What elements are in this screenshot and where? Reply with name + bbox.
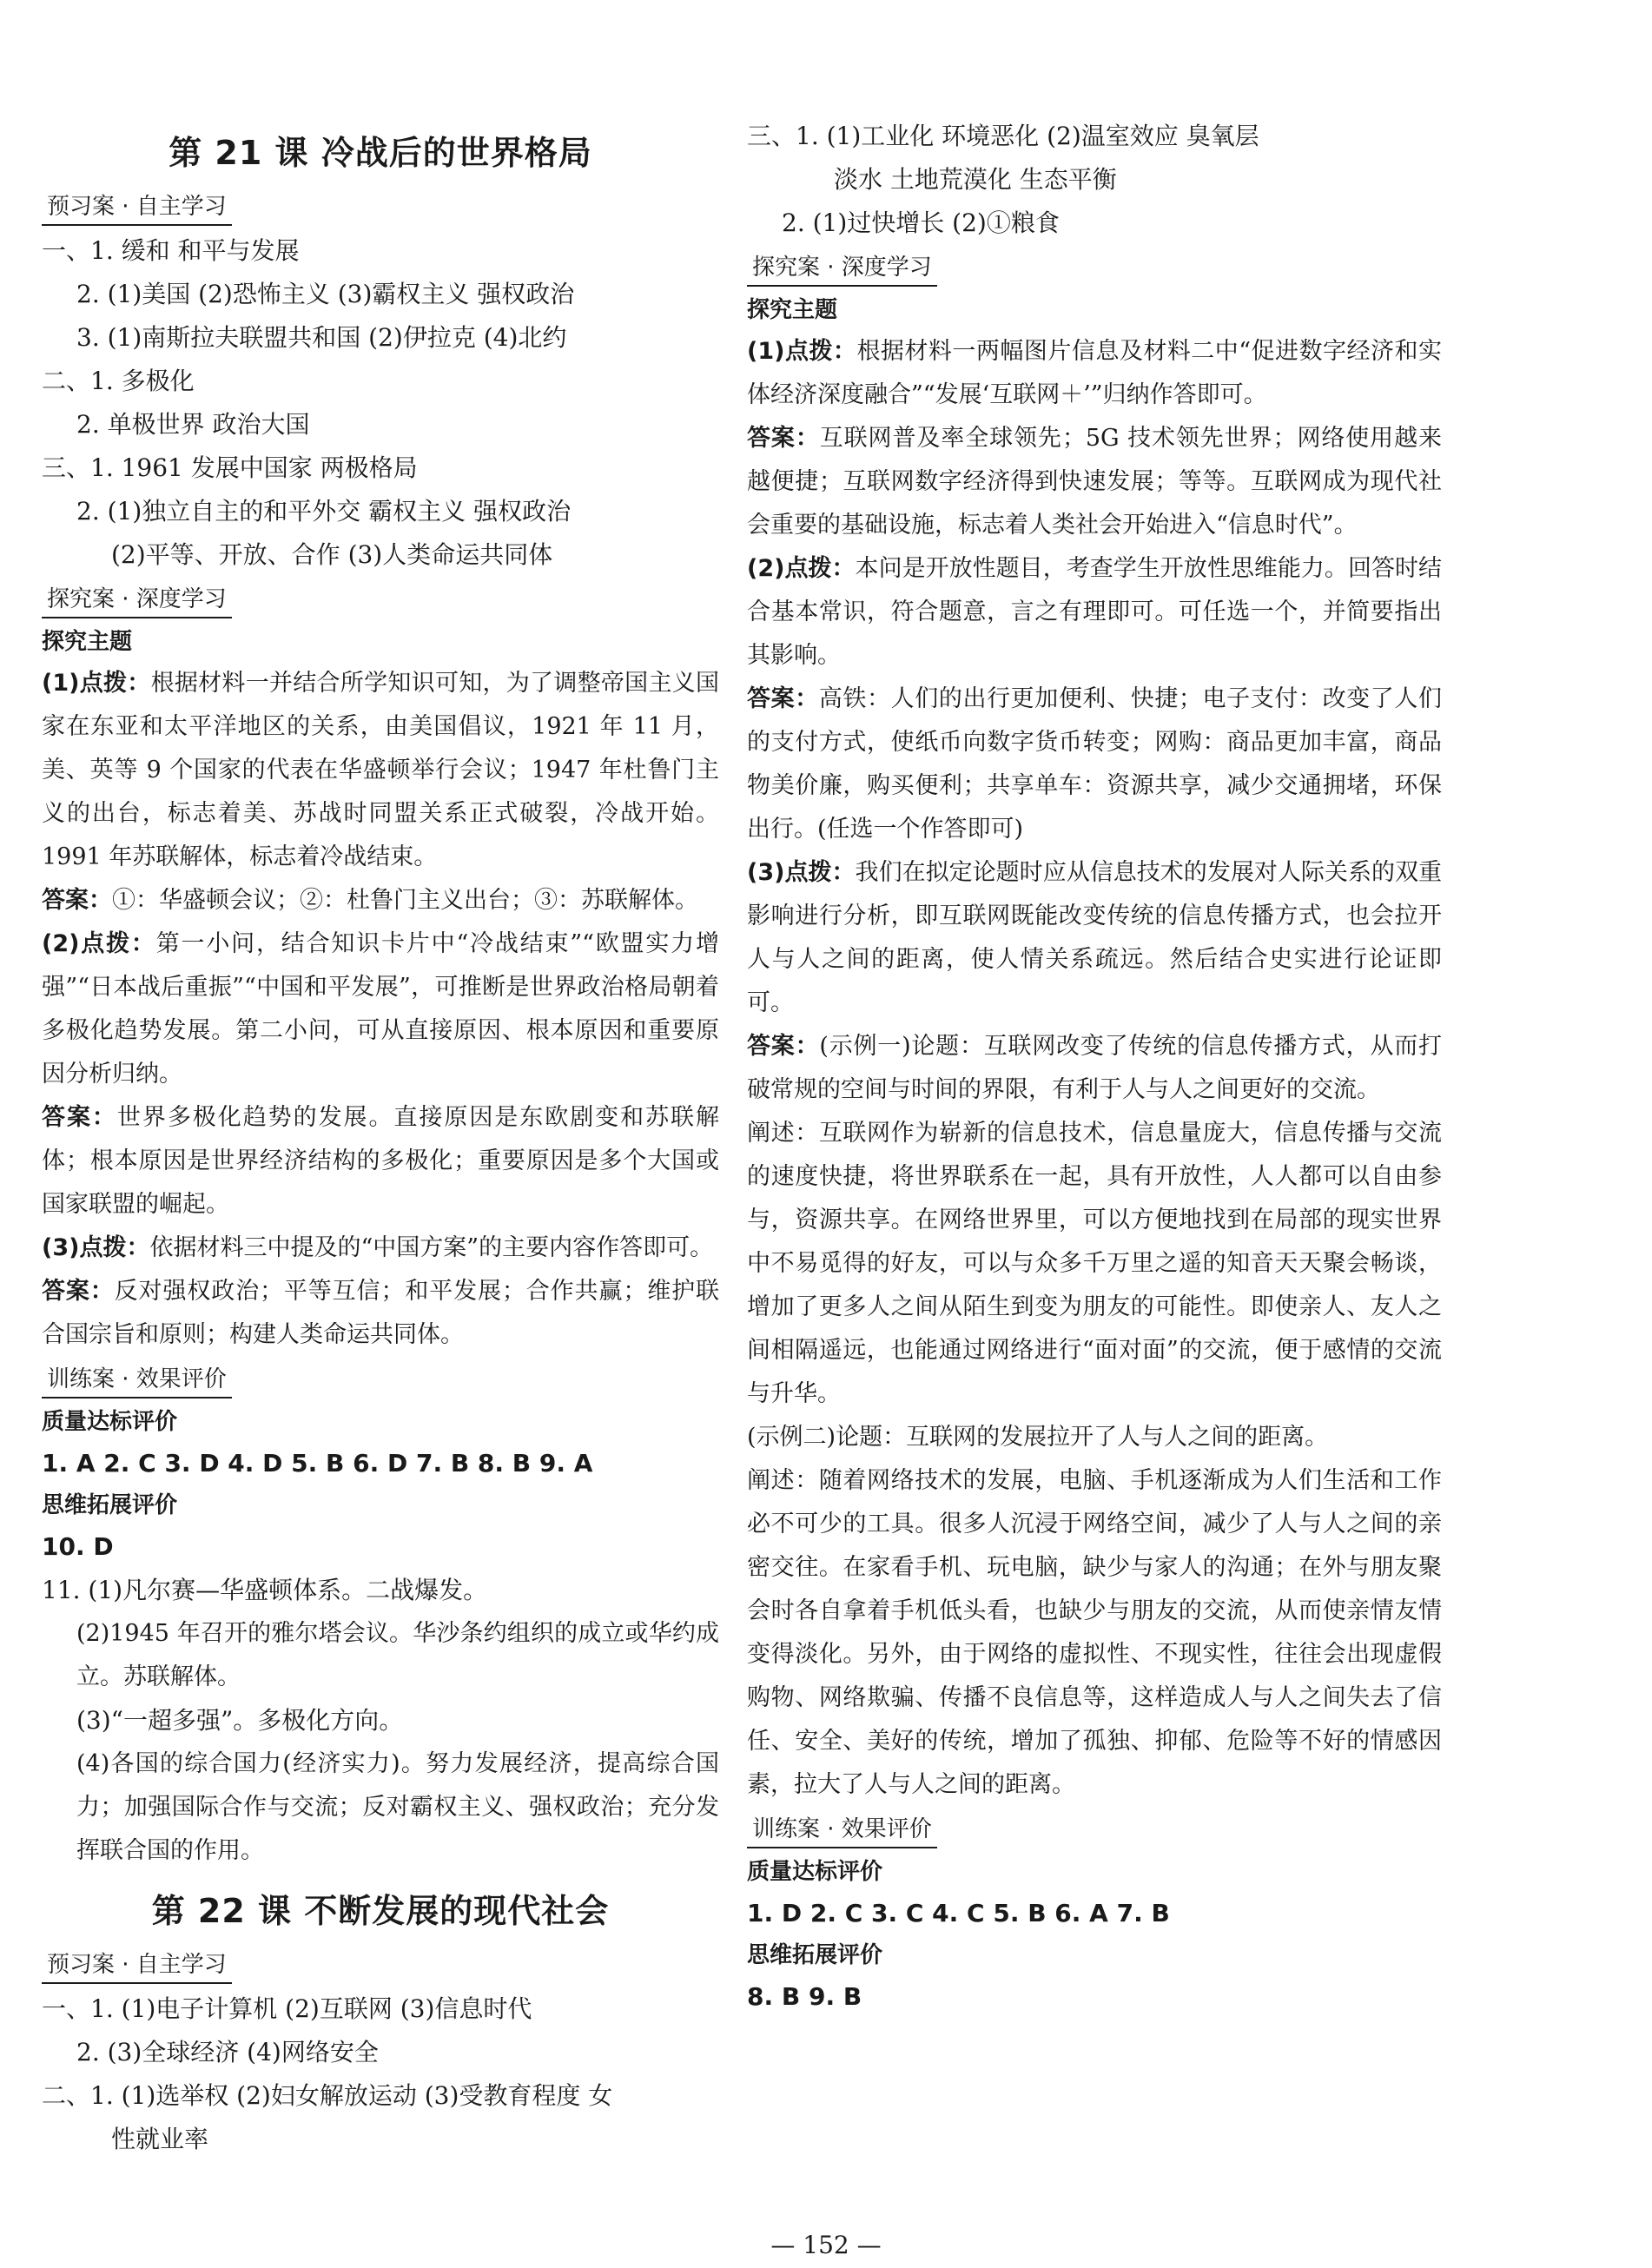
answer-label: 答案： [747,425,820,452]
hint-label: (3)点拨： [747,859,856,886]
hint-label: (1)点拨： [42,670,151,697]
answer-text: 反对强权政治；平等互信；和平发展；合作共赢；维护联合国宗旨和原则；构建人类命运共同体。 [42,1278,720,1348]
answer-label: 答案： [42,1278,115,1305]
thinking22-heading: 思维拓展评价 [747,1942,883,1968]
explore22-topic-heading: 探究主题 [747,297,838,323]
explore22-q3 [747,851,1442,1025]
preview22-line-7: 2. (1)过快增长 (2)①粮食 [782,208,1060,237]
example2-elaboration: 阐述：随着网络技术的发展，电脑、手机逐渐成为人们生活和工作必不可少的工具。很多人沉浸于网络空间，减少了人与人之间的亲密交往。在家看手机、玩电脑，缺少与家人的沟通；在外与朋友聚会时各自拿着手机低头看，也缺少与朋友的交流，从而使亲情友情变得淡化。另外，由于网络的虚拟性、不现实性，往往会出现虚假购物、网络欺骗、传播不良信息等，这样造成人与人之间失去了信任、安全、美好的传统，增加了孤独、抑郁、危险等不好的情感因素，拉大了人与人之间的距离。 [747,1467,1442,1798]
explore-q1 [42,662,719,879]
explore22-q1 [747,330,1442,417]
preview22-line-1: 一、1. (1)电子计算机 (2)互联网 (3)信息时代 [42,1994,532,2023]
answer-text: (示例一)论题：互联网改变了传统的信息传播方式，从而打破常规的空间与时间的界限，有利于人与人之间更好的交流。 [747,1033,1442,1103]
lesson-21-title: 第 21 课 冷战后的世界格局 [169,134,592,172]
answer-text: ①：华盛顿会议；②：杜鲁门主义出台；③：苏联解体。 [112,887,698,914]
answer-label: 答案： [747,685,819,712]
example2-thesis: (示例二)论题：互联网的发展拉开了人与人之间的距离。 [747,1424,1329,1451]
hint-text: 第一小问，结合知识卡片中“冷战结束”“欧盟实力增强”“日本战后重振”“中国和平发展”，可推断是世界政治格局朝着多极化趋势发展。第二小问，可从直接原因、根本原因和重要原因分析归纳。 [42,930,719,1088]
answer-label: 答案： [42,887,112,914]
explore22-a1 [747,417,1442,547]
page-number: — 152 — [770,2231,882,2259]
quality22-heading: 质量达标评价 [747,1859,883,1885]
quality-heading: 质量达标评价 [42,1409,178,1435]
explore-q3 [42,1227,719,1270]
explore-a3 [42,1270,719,1357]
preview-line-5: 2. 单极世界 政治大国 [76,410,310,439]
answer-10: 10. D [42,1532,114,1561]
hint-label: (1)点拨： [747,338,857,365]
right-column [747,115,1442,2019]
section-explore: 探究案 · 深度学习 [42,582,232,618]
answer-11-2: (2)1945 年召开的雅尔塔会议。华沙条约组织的成立或华约成立。苏联解体。 [76,1620,719,1690]
answer-label: 答案： [42,1104,117,1131]
section-training-22: 训练案 · 效果评价 [747,1812,937,1848]
thinking-heading: 思维拓展评价 [42,1492,178,1518]
explore22-a3 [747,1025,1442,1112]
hint-text: 根据材料一并结合所学知识可知，为了调整帝国主义国家在东亚和太平洋地区的关系，由美国倡议，1921 年 11 月，美、英等 9 个国家的代表在华盛顿举行会议；1947 年杜鲁门主义的出台，标志着美、苏战时同盟关系正式破裂，冷战开始。1991 年苏联解体，标志着冷战结束。 [42,670,720,870]
answer-11-3: (3)“一超多强”。多极化方向。 [76,1706,404,1735]
explore-a1 [42,879,719,922]
preview-line-4: 二、1. 多极化 [42,367,195,395]
answer-text: 高铁：人们的出行更加便利、快捷；电子支付：改变了人们的支付方式，使纸币向数字货币转变；网购：商品更加丰富，商品物美价廉，购买便利；共享单车：资源共享，减少交通拥堵，环保出行。(任选一个作答即可) [747,685,1443,843]
explore-a2 [42,1096,719,1227]
example1-elaboration: 阐述：互联网作为崭新的信息技术，信息量庞大，信息传播与交流的速度快捷，将世界联系在一起，具有开放性，人人都可以自由参与，资源共享。在网络世界里，可以方便地找到在局部的现实世界中不易觅得的好友，可以与众多千万里之遥的知音天天聚会畅谈，增加了更多人之间从陌生到变为朋友的可能性。即使亲人、友人之间相隔遥远，也能通过网络进行“面对面”的交流，便于感情的交流与升华。 [747,1120,1442,1407]
left-column [42,115,719,2161]
answer-text: 互联网普及率全球领先；5G 技术领先世界；网络使用越来越便捷；互联网数字经济得到快速发展；等等。互联网成为现代社会重要的基础设施，标志着人类社会开始进入“信息时代”。 [747,425,1443,539]
preview22-line-3: 二、1. (1)选举权 (2)妇女解放运动 (3)受教育程度 女 [42,2081,613,2110]
section-training: 训练案 · 效果评价 [42,1362,232,1398]
section-explore-22: 探究案 · 深度学习 [747,250,937,287]
hint-text: 依据材料三中提及的“中国方案”的主要内容作答即可。 [149,1234,714,1261]
thinking22-answers: 8. B 9. B [747,1982,862,2011]
hint-text: 根据材料一两幅图片信息及材料二中“促进数字经济和实体经济深度融合”“发展‘互联网＋’”归纳作答即可。 [747,338,1442,408]
answer-text: 世界多极化趋势的发展。直接原因是东欧剧变和苏联解体；根本原因是世界经济结构的多极化；重要原因是多个大国或国家联盟的崛起。 [42,1104,720,1218]
hint-label: (3)点拨： [42,1234,150,1261]
explore22-a2 [747,678,1442,851]
answer-11-1: 11. (1)凡尔赛—华盛顿体系。二战爆发。 [42,1576,488,1604]
lesson-22-title: 第 22 课 不断发展的现代社会 [151,1892,610,1930]
preview-line-2: 2. (1)美国 (2)恐怖主义 (3)霸权主义 强权政治 [76,280,575,308]
explore22-q2 [747,547,1442,678]
hint-text: 本问是开放性题目，考查学生开放性思维能力。回答时结合基本常识，符合题意，言之有理即可。可任选一个，并简要指出其影响。 [747,555,1443,669]
answer-11-4: (4)各国的综合国力(经济实力)。努力发展经济，提高综合国力；加强国际合作与交流；反对霸权主义、强权政治；充分发挥联合国的作用。 [76,1750,719,1864]
preview-line-6: 三、1. 1961 发展中国家 两极格局 [42,453,418,482]
preview-line-3: 3. (1)南斯拉夫联盟共和国 (2)伊拉克 (4)北约 [76,323,567,352]
preview22-line-4: 性就业率 [111,2125,209,2153]
quality-answers: 1. A 2. C 3. D 4. D 5. B 6. D 7. B 8. B 9. A [42,1449,593,1478]
explore-topic-heading: 探究主题 [42,629,133,655]
preview-line-7: 2. (1)独立自主的和平外交 霸权主义 强权政治 [76,497,572,526]
hint-label: (2)点拨： [747,555,856,582]
quality22-answers: 1. D 2. C 3. C 4. C 5. B 6. A 7. B [747,1899,1170,1927]
preview22-line-2: 2. (3)全球经济 (4)网络安全 [76,2038,379,2066]
section-preview: 预习案 · 自主学习 [42,189,232,226]
section-preview-22: 预习案 · 自主学习 [42,1947,232,1984]
hint-text: 我们在拟定论题时应从信息技术的发展对人际关系的双重影响进行分析，即互联网既能改变传统的信息传播方式，也会拉开人与人之间的距离，使人情关系疏远。然后结合史实进行论证即可。 [747,859,1443,1016]
preview22-line-6: 淡水 土地荒漠化 生态平衡 [834,165,1117,194]
preview-line-8: (2)平等、开放、合作 (3)人类命运共同体 [111,540,553,569]
preview22-line-5: 三、1. (1)工业化 环境恶化 (2)温室效应 臭氧层 [747,122,1259,150]
answer-label: 答案： [747,1033,820,1060]
preview-line-1: 一、1. 缓和 和平与发展 [42,236,300,265]
hint-label: (2)点拨： [42,930,156,957]
explore-q2 [42,922,719,1096]
